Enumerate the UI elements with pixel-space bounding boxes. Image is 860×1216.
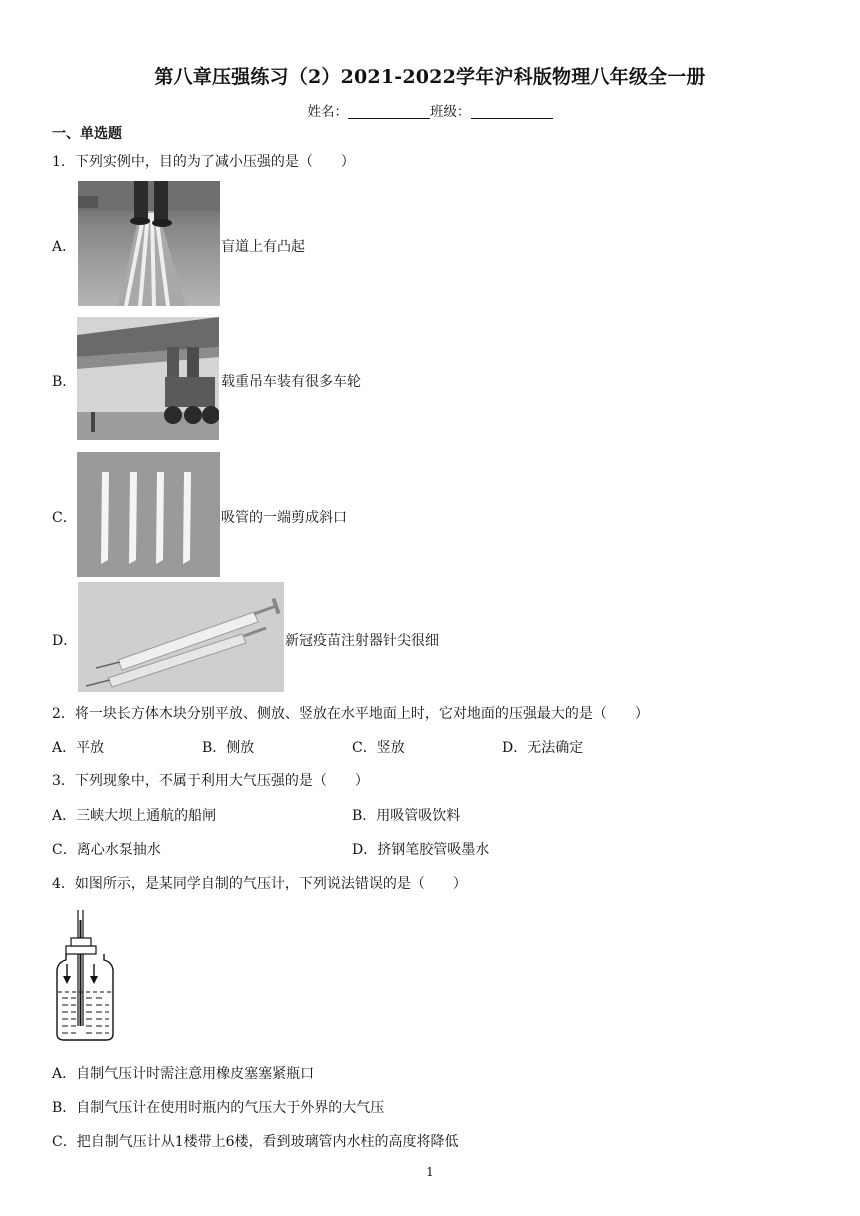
q3-option-d: D．挤钢笔胶管吸墨水 <box>352 842 490 858</box>
tactile-paving-photo <box>78 181 220 306</box>
q2-option-a: A．平放 <box>52 740 105 756</box>
page-number: 1 <box>426 1165 434 1179</box>
student-info-line <box>0 100 860 120</box>
crane-truck-photo <box>77 317 219 440</box>
homemade-barometer-diagram <box>54 908 116 1044</box>
q1-option-a-letter: A． <box>52 239 77 255</box>
q4-option-a: A．自制气压计时需注意用橡皮塞塞紧瓶口 <box>52 1066 315 1082</box>
q3-option-c: C．离心水泵抽水 <box>52 842 161 858</box>
q1-option-b-letter: B． <box>52 374 77 390</box>
q1-option-a-text: 盲道上有凸起 <box>221 239 305 255</box>
q3-option-a: A．三峡大坝上通航的船闸 <box>52 808 217 824</box>
q2-option-b: B．侧放 <box>202 740 255 756</box>
q2-option-c: C．竖放 <box>352 740 405 756</box>
name-label: 姓名： <box>307 104 348 120</box>
q1-option-d-text: 新冠疫苗注射器针尖很细 <box>285 633 439 649</box>
q1-option-b-text: 载重吊车装有很多车轮 <box>221 374 361 390</box>
straws-photo <box>77 452 220 577</box>
question-2-stem: 2．将一块长方体木块分别平放、侧放、竖放在水平地面上时，它对地面的压强最大的是（ ） <box>52 706 649 722</box>
question-3-stem: 3．下列现象中，不属于利用大气压强的是（ ） <box>52 773 369 789</box>
class-blank <box>471 104 553 119</box>
section-heading: 一、单选题 <box>52 126 122 142</box>
q4-option-b: B．自制气压计在使用时瓶内的气压大于外界的大气压 <box>52 1100 385 1116</box>
q1-option-c-letter: C． <box>52 510 77 526</box>
question-1-stem: 1．下列实例中，目的为了减小压强的是（ ） <box>52 154 355 170</box>
syringes-photo <box>78 582 284 692</box>
q1-option-d-letter: D． <box>52 633 78 649</box>
name-blank <box>348 104 430 119</box>
q4-option-c: C．把自制气压计从1楼带上6楼，看到玻璃管内水柱的高度将降低 <box>52 1134 459 1150</box>
q3-option-b: B．用吸管吸饮料 <box>352 808 461 824</box>
q2-option-d: D．无法确定 <box>502 740 584 756</box>
document-title: 第八章压强练习（2）2021-2022学年沪科版物理八年级全一册 <box>154 66 706 88</box>
question-4-stem: 4．如图所示，是某同学自制的气压计，下列说法错误的是（ ） <box>52 876 467 892</box>
q1-option-c-text: 吸管的一端剪成斜口 <box>221 510 347 526</box>
class-label: 班级： <box>430 104 471 120</box>
